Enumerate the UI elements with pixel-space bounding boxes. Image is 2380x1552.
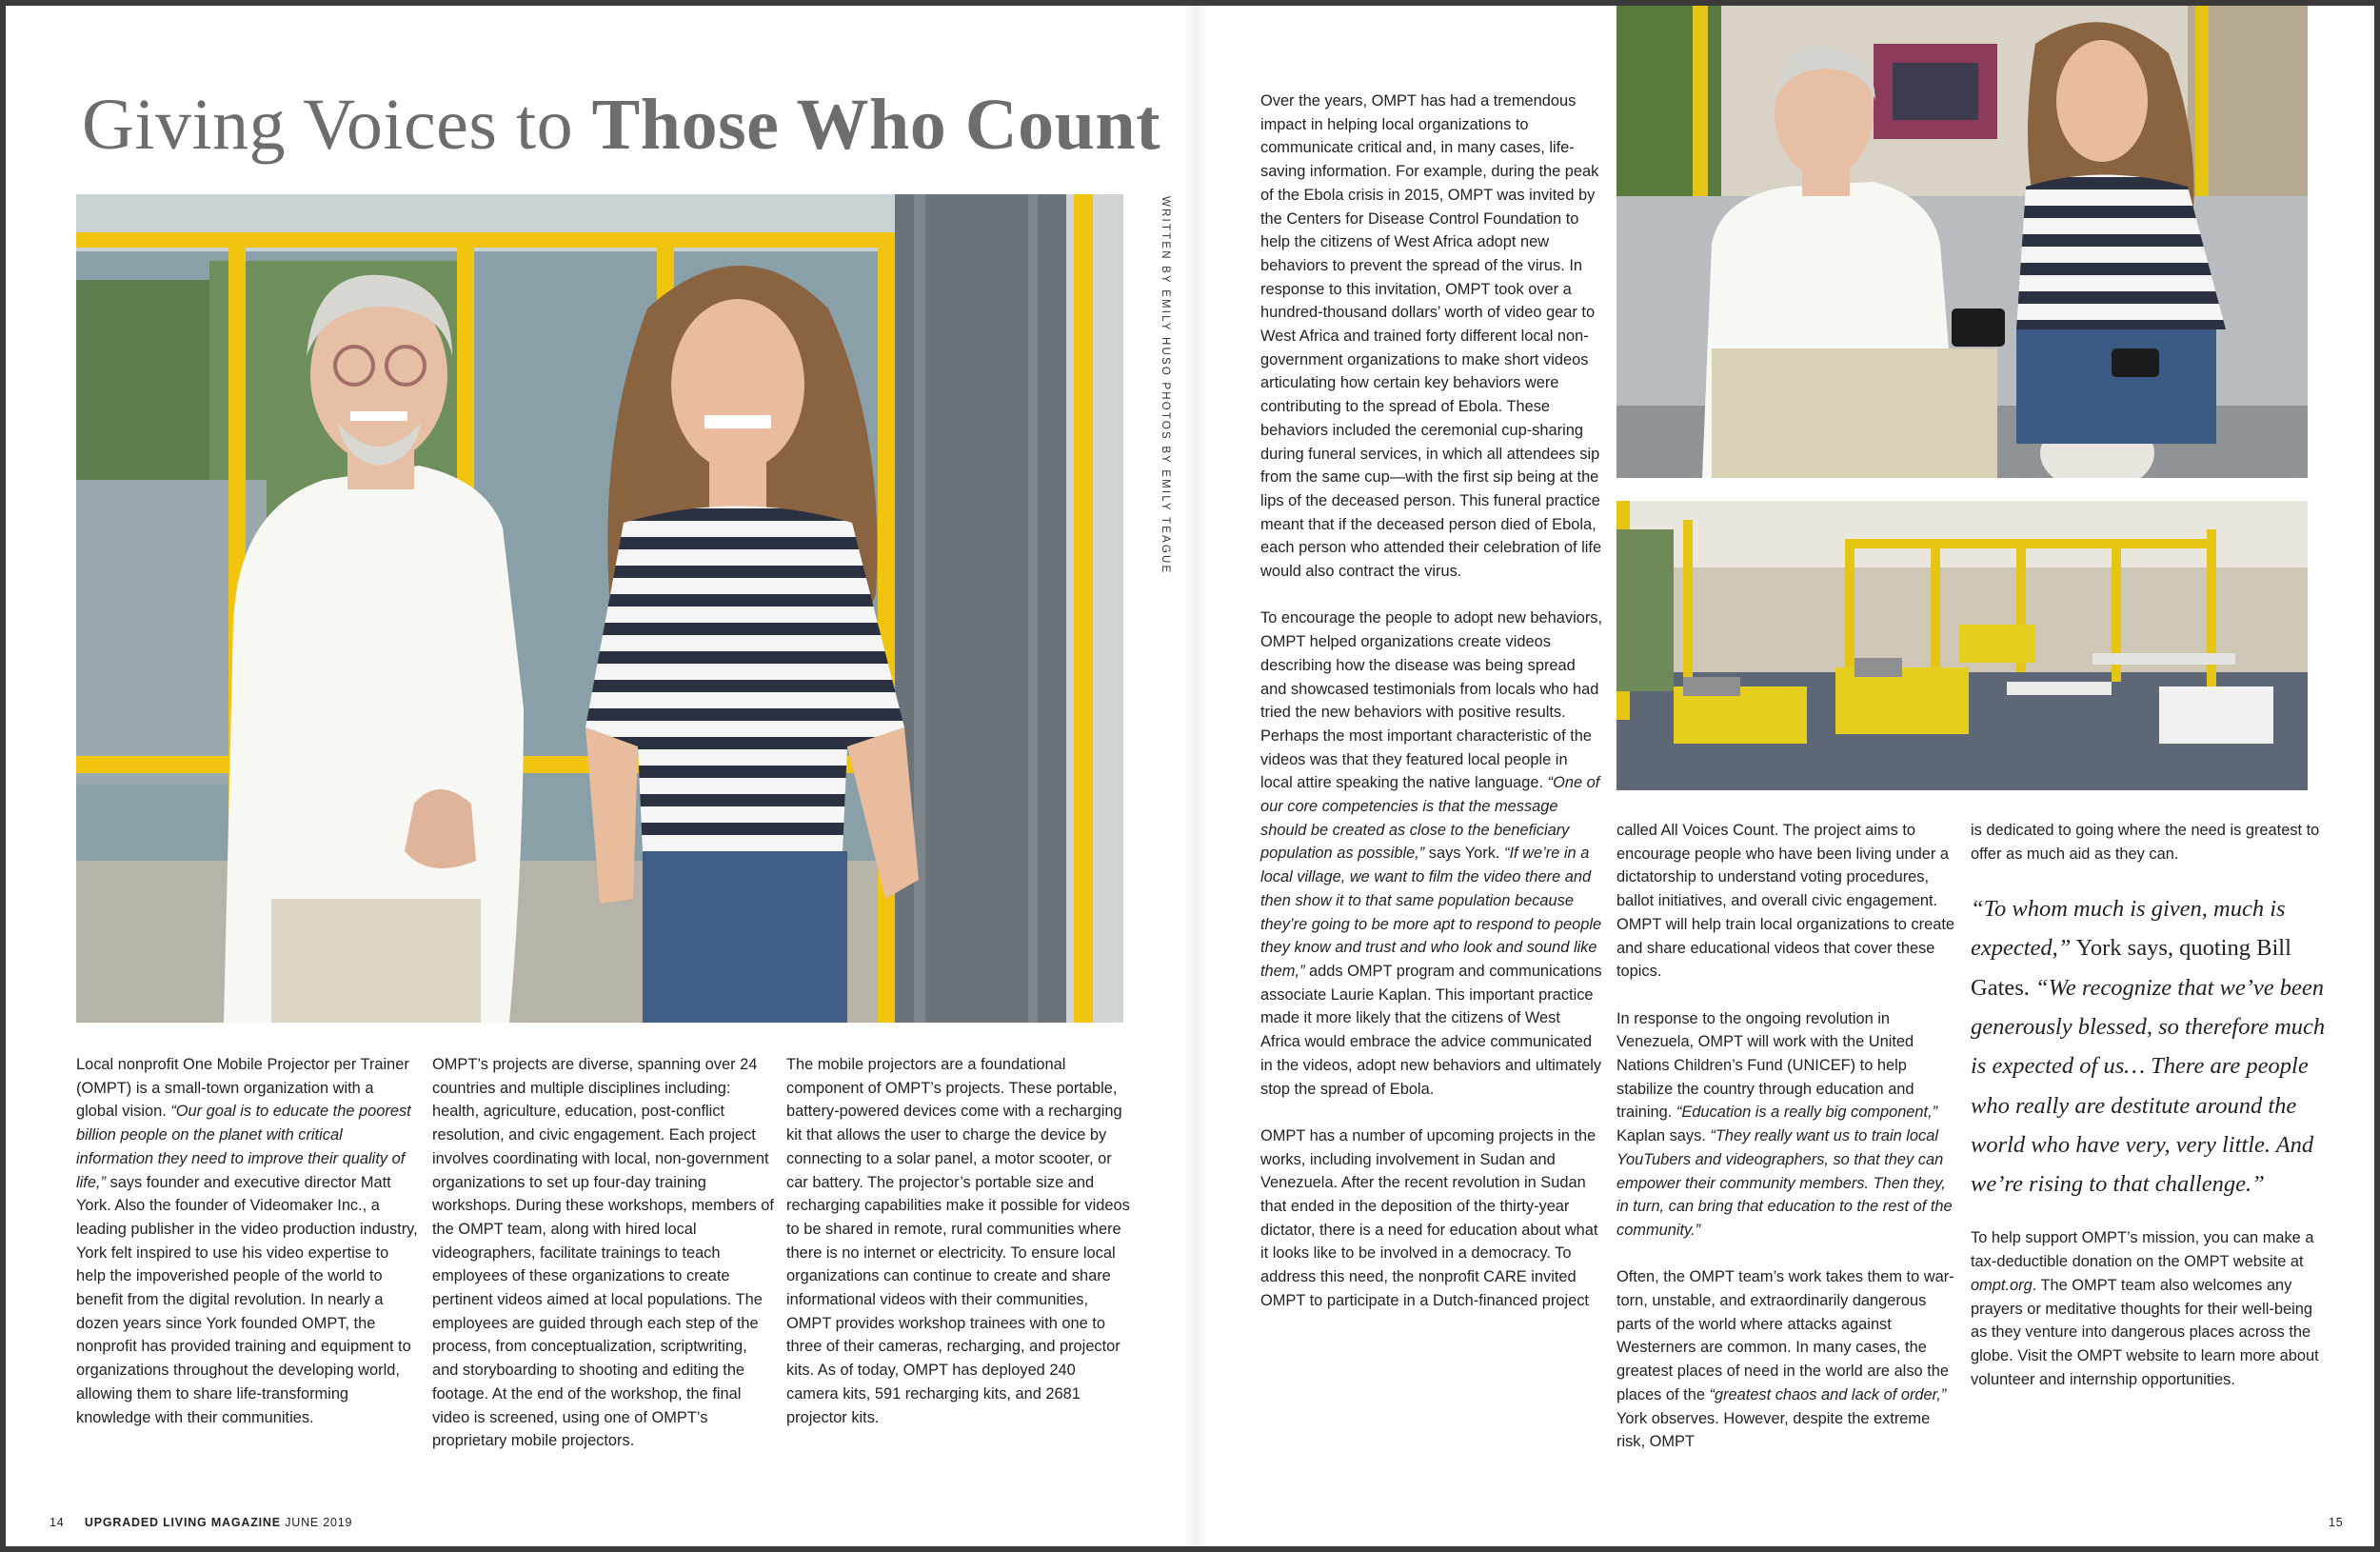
text-column-2: [432, 1053, 777, 1453]
text-column-5: [1616, 819, 1961, 1454]
pull-quote: “To whom much is given, much is expected,” York says, quoting Bill Gates. “We recognize that we’ve been generously blessed, so therefore much is expected of us… There are people who really are destitute around the world who have very, very little. And we’re rising to that challenge.”: [1971, 896, 2326, 1198]
paragraph: Often, the OMPT team’s work takes them to war-torn, unstable, and extraordinarily dangerous parts of the world where attacks against Westerners are common. In many cases, the greatest places of need in the world are also the places of the “greatest chaos and lack of order,” York observes. However, despite the extreme risk, OMPT: [1616, 1268, 1954, 1451]
footer-left: [50, 1516, 352, 1529]
page-number-right: 15: [2329, 1516, 2344, 1529]
paragraph: is dedicated to going where the need is greatest to offer as much aid as they can.: [1971, 822, 2320, 863]
paragraph: Local nonprofit One Mobile Projector per Trainer (OMPT) is a small-town organization with a global vision. “Our goal is to educate the poorest billion people on the planet with critical information they need to improve their quality of life,” says founder and executive director Matt York. Also the founder of Videomaker Inc., a leading publisher in the video production industry, York felt inspired to use his video expertise to help the impoverished people of the world to benefit from the digital revolution. In nearly a dozen years since York founded OMPT, the nonprofit has provided training and equipment to organizations throughout the developing world, allowing them to share life-transforming knowledge with their communities.: [76, 1056, 418, 1426]
office-photo: [1616, 501, 2308, 790]
paragraph: In response to the ongoing revolution in Venezuela, OMPT will work with the United Nations Children’s Fund (UNICEF) to help stabilize the country through education and training. “Education is a really big component,” Kaplan says. “They really want us to train local YouTubers and videographers, so that they can empower their community members. Then they, in turn, can bring that education to the rest of the community.”: [1616, 1009, 1953, 1239]
paragraph: called All Voices Count. The project aims to encourage people who have been living under a dictatorship to understand voting procedures, ballot initiatives, and overall civic engagement. OMPT will help train local organizations to create and share educational videos that cover these topics.: [1616, 822, 1954, 981]
article-title: [82, 84, 1160, 189]
sofa-photo: [1616, 6, 2308, 478]
photo-credit: WRITTEN BY EMILY HUSO PHOTOS BY EMILY TEAGUE: [1160, 196, 1171, 575]
paragraph: OMPT has a number of upcoming projects in the works, including involvement in Sudan and Venezuela. After the recent revolution in Sudan that ended in the deposition of the thirty-year dictator, there is a need for education about what it looks like to be involved in a democracy. To address this need, the nonprofit CARE invited OMPT to participate in a Dutch-financed project: [1260, 1126, 1598, 1309]
title-light: Giving Voices to: [82, 85, 574, 165]
page-gutter: [1184, 6, 1207, 1546]
footer-right: [2329, 1516, 2344, 1529]
issue-date: JUNE 2019: [285, 1516, 353, 1529]
magazine-spread: [6, 6, 2374, 1546]
title-bold: Those Who Count: [591, 85, 1160, 165]
main-photo: [76, 194, 1123, 1023]
paragraph: Over the years, OMPT has had a tremendous impact in helping local organizations to communicate critical and, in many cases, life-saving information. For example, during the peak of the Ebola crisis in 2015, OMPT was invited by the Centers for Disease Control Foundation to help the citizens of West Africa adopt new behaviors to prevent the spread of the virus. In response to this invitation, OMPT took over a hundred-thousand dollars’ worth of video gear to West Africa and trained forty different local non-government organizations to make short videos articulating how certain key behaviors were contributing to the spread of Ebola. These behaviors included the ceremonial cup-sharing during funeral services, in which all attendees sip from the same cup—with the first sip being at the lips of the deceased person. This funeral practice meant that if the deceased person died of Ebola, each person who attended their celebration of life would also contract the virus.: [1260, 92, 1602, 581]
paragraph: To encourage the people to adopt new behaviors, OMPT helped organizations create videos describing how the disease was being spread and showcased testimonials from locals who had tried the new behaviors with positive results. Perhaps the most important characteristic of the videos was that they featured local people in local attire speaking the native language. “One of our core competencies is that the message should be created as close to the beneficiary population as possible,” says York. “If we’re in a local village, we want to film the video there and then show it to that same population because they’re going to be more apt to respond to people they know and trust and who look and sound like them,” adds OMPT program and communications associate Laurie Kaplan. This important practice made it more likely that the citizens of West Africa would embrace the advice communicated in the videos, adopt new behaviors and ultimately stop the spread of Ebola.: [1260, 609, 1603, 1098]
text-column-3: [786, 1053, 1131, 1429]
page-number-left: 14: [50, 1516, 65, 1529]
text-column-4: [1260, 90, 1603, 1313]
paragraph: To help support OMPT’s mission, you can make a tax-deductible donation on the OMPT website at ompt.org. The OMPT team also welcomes any prayers or meditative thoughts for their well-being as they venture into dangerous places across the globe. Visit the OMPT website to learn more about volunteer and internship opportunities.: [1971, 1229, 2319, 1388]
paragraph: OMPT’s projects are diverse, spanning over 24 countries and multiple disciplines including: health, agriculture, education, post-conflict resolution, and civic engagement. Each project involves coordinating with local, non-government organizations to set up four-day training workshops. During these workshops, members of the OMPT team, along with hired local videographers, facilitate trainings to teach employees of these organizations to create pertinent videos aimed at local populations. The employees are guided through each step of the process, from conceptualization, scriptwriting, and storyboarding to shooting and editing the footage. At the end of the workshop, the final video is screened, using one of OMPT’s proprietary mobile projectors.: [432, 1056, 774, 1450]
magazine-name: UPGRADED LIVING MAGAZINE: [84, 1516, 281, 1529]
paragraph: The mobile projectors are a foundational component of OMPT’s projects. These portable, battery-powered devices come with a recharging kit that allows the user to charge the device by connecting to a solar panel, a motor scooter, or car battery. The projector’s portable size and recharging capabilities make it possible for videos to be shared in remote, rural communities where there is no internet or electricity. To ensure local organizations can continue to create and share informational videos with their communities, OMPT provides workshop trainees with one to three of their cameras, recharging, and projector kits. As of today, OMPT has deployed 240 camera kits, 591 recharging kits, and 2681 projector kits.: [786, 1056, 1130, 1426]
text-column-1: [76, 1053, 419, 1429]
text-column-6: [1971, 819, 2329, 1391]
